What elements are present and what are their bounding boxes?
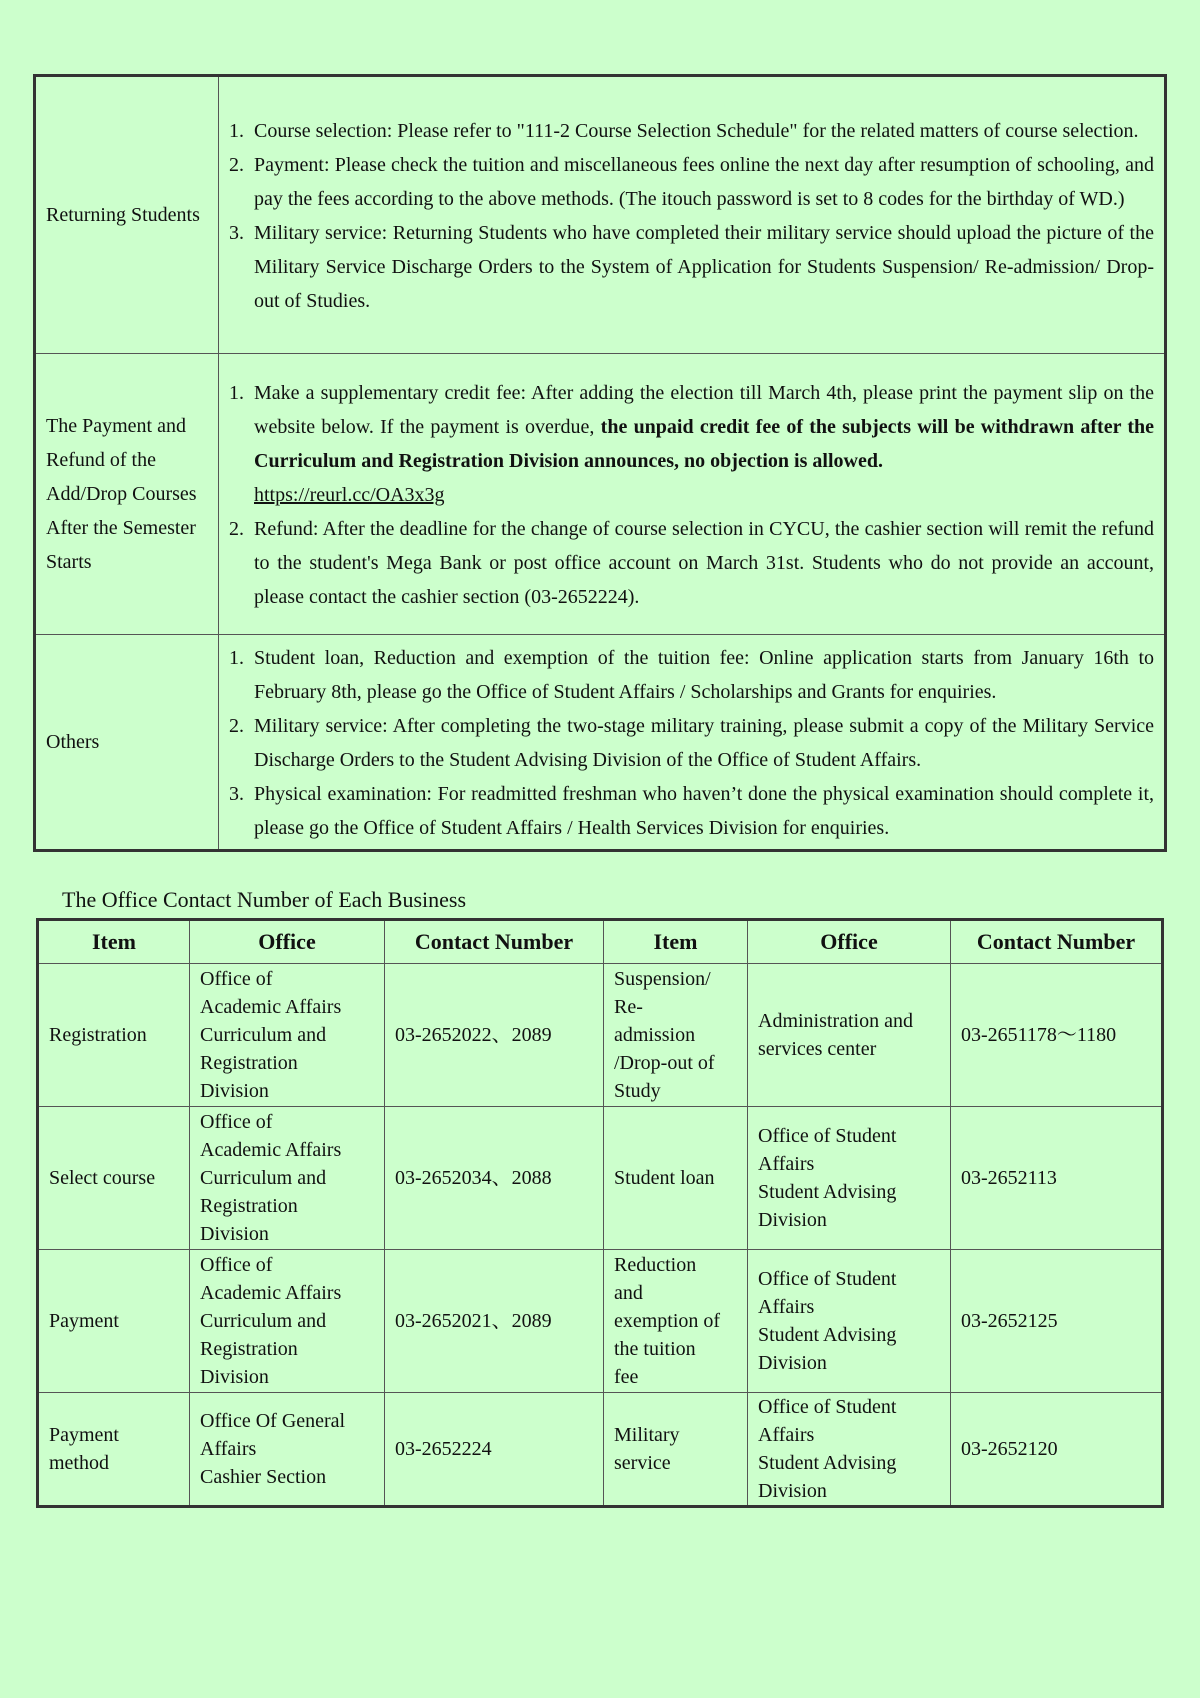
- office-cell: [748, 1393, 951, 1507]
- cell-line: Academic Affairs: [200, 1139, 342, 1161]
- office-cell: [748, 964, 951, 1107]
- cell-line: Military: [614, 1424, 680, 1446]
- cell-line: method: [49, 1452, 109, 1474]
- item-cell: Select course: [38, 1107, 190, 1250]
- cell-line: Registration: [200, 1338, 298, 1360]
- cell-line: Division: [758, 1209, 827, 1231]
- cell-line: Office of: [200, 1111, 273, 1133]
- cell-line: Affairs: [758, 1424, 815, 1446]
- cell-line: Re-: [614, 996, 643, 1018]
- item-list: [229, 114, 1154, 318]
- list-item: 1. Course selection: Please refer to "111-2 Course Selection Schedule" for the related matters of course selection.: [229, 120, 1139, 142]
- cell-line: the tuition: [614, 1338, 696, 1360]
- cell-line: Student Advising: [758, 1324, 897, 1346]
- contact-table: [36, 918, 1164, 1508]
- contact-table-body: [38, 964, 1163, 1507]
- cell-line: Office of Student: [758, 1268, 897, 1290]
- row-content: [219, 354, 1166, 635]
- list-item: 2. Payment: Please check the tuition and miscellaneous fees online the next day after resumption of schooling, and pay the fees according to the above methods. (The itouch password is set to 8 codes for the birthday of WD.): [229, 154, 1154, 210]
- cell-line: Academic Affairs: [200, 996, 342, 1018]
- item-cell: [38, 1393, 190, 1507]
- item-cell: Payment: [38, 1250, 190, 1393]
- cell-line: exemption of: [614, 1310, 721, 1332]
- contact-number-cell: 03-2652120: [951, 1393, 1163, 1507]
- contact-table-caption: The Office Contact Number of Each Business: [62, 887, 467, 912]
- contact-row: [38, 964, 1163, 1107]
- row-label: Others: [35, 635, 219, 851]
- contact-number-cell: 03-2652034、2088: [385, 1107, 604, 1250]
- item-cell: [604, 1250, 748, 1393]
- cell-line: Division: [758, 1352, 827, 1374]
- cell-line: Registration: [200, 1195, 298, 1217]
- column-header: Item: [604, 920, 748, 964]
- contact-number-cell: 03-2651178～1180: [951, 964, 1163, 1107]
- cell-line: Registration: [200, 1052, 298, 1074]
- office-cell: [190, 1107, 385, 1250]
- cell-line: Administration and: [758, 1010, 913, 1032]
- office-cell: [748, 1250, 951, 1393]
- cell-line: Suspension/: [614, 968, 711, 990]
- cell-line: Curriculum and: [200, 1167, 327, 1189]
- item-cell: [604, 1393, 748, 1507]
- cell-line: services center: [758, 1038, 877, 1060]
- contact-header-row: [38, 920, 1163, 964]
- cell-line: Division: [200, 1223, 269, 1245]
- column-header: Contact Number: [951, 920, 1163, 964]
- contact-row: [38, 1250, 1163, 1393]
- office-cell: [748, 1107, 951, 1250]
- cell-line: Affairs: [200, 1438, 257, 1460]
- info-row-others: [35, 635, 1166, 851]
- contact-number-cell: 03-2652113: [951, 1107, 1163, 1250]
- list-item: 2. Military service: After completing the two-stage military training, please submit a copy of the Military Service Discharge Orders to the Student Advising Division of the Office of Student Affairs.: [229, 715, 1154, 771]
- row-label: Returning Students: [35, 76, 219, 354]
- contact-number-cell: 03-2652021、2089: [385, 1250, 604, 1393]
- info-table: [33, 74, 1167, 852]
- item-cell: [604, 1107, 748, 1250]
- office-cell: [190, 1250, 385, 1393]
- cell-line: and: [614, 1282, 643, 1304]
- info-row-payment-refund: [35, 354, 1166, 635]
- cell-line: Division: [200, 1080, 269, 1102]
- list-item: 2. Refund: After the deadline for the change of course selection in CYCU, the cashier section will remit the refund to the student's Mega Bank or post office account on March 31st. Students who do not provide an account, please contact the cashier section (03-2652224).: [229, 518, 1154, 608]
- item-cell: [604, 964, 748, 1107]
- payment-link[interactable]: https://reurl.cc/OA3x3g: [254, 484, 445, 506]
- list-item: 1. Student loan, Reduction and exemption of the tuition fee: Online application starts from January 16th to February 8th, please go the Office of Student Affairs / Scholarships and Grants for enquiries.: [229, 647, 1154, 703]
- info-row-returning-students: [35, 76, 1166, 354]
- cell-line: Academic Affairs: [200, 1282, 342, 1304]
- column-header: Contact Number: [385, 920, 604, 964]
- row-content: [219, 635, 1166, 851]
- contact-row: [38, 1393, 1163, 1507]
- office-cell: [190, 964, 385, 1107]
- cell-line: Office of Student: [758, 1125, 897, 1147]
- cell-line: Office of: [200, 968, 273, 990]
- cell-line: Office of Student: [758, 1396, 897, 1418]
- cell-line: service: [614, 1452, 671, 1474]
- cell-line: Affairs: [758, 1153, 815, 1175]
- cell-line: Student Advising: [758, 1181, 897, 1203]
- list-item: 3. Physical examination: For readmitted freshman who haven’t done the physical examination should complete it, please go the Office of Student Affairs / Health Services Division for enquiries.: [229, 783, 1154, 839]
- contact-number-cell: 03-2652224: [385, 1393, 604, 1507]
- cell-line: Curriculum and: [200, 1024, 327, 1046]
- column-header: Item: [38, 920, 190, 964]
- office-cell: [190, 1393, 385, 1507]
- cell-line: /Drop-out of: [614, 1052, 715, 1074]
- list-item: 1. Make a supplementary credit fee: After adding the election till March 4th, please print the payment slip on the website below. If the payment is overdue, the unpaid credit fee of the subjects will be withdrawn after the Curriculum and Registration Division announces, no objection is allowed. https://reurl.cc/OA3x3g: [229, 382, 1154, 506]
- column-header: Office: [190, 920, 385, 964]
- column-header: Office: [748, 920, 951, 964]
- contact-row: [38, 1107, 1163, 1250]
- cell-line: Office Of General: [200, 1410, 346, 1432]
- cell-line: Student loan: [614, 1167, 715, 1189]
- cell-line: Division: [200, 1366, 269, 1388]
- row-label: The Payment and Refund of the Add/Drop Courses After the Semester Starts: [35, 354, 219, 635]
- list-item: 3. Military service: Returning Students who have completed their military service should upload the picture of the Military Service Discharge Orders to the System of Application for Students Suspension/ Re-admission/ Drop-out of Studies.: [229, 222, 1154, 312]
- cell-line: Affairs: [758, 1296, 815, 1318]
- cell-line: Reduction: [614, 1254, 697, 1276]
- item-cell: Registration: [38, 964, 190, 1107]
- cell-line: Cashier Section: [200, 1466, 327, 1488]
- item-list: [229, 376, 1154, 614]
- row-content: [219, 76, 1166, 354]
- cell-line: Study: [614, 1080, 661, 1102]
- contact-number-cell: 03-2652125: [951, 1250, 1163, 1393]
- cell-line: fee: [614, 1366, 639, 1388]
- cell-line: Student Advising: [758, 1452, 897, 1474]
- contact-number-cell: 03-2652022、2089: [385, 964, 604, 1107]
- bold-warning: the unpaid credit fee of the subjects will be withdrawn after the Curriculum and Registration Division announces, no objection is allowed.: [254, 416, 1154, 472]
- cell-line: Curriculum and: [200, 1310, 327, 1332]
- cell-line: Division: [758, 1480, 827, 1502]
- cell-line: admission: [614, 1024, 696, 1046]
- cell-line: Office of: [200, 1254, 273, 1276]
- item-list: [229, 641, 1154, 845]
- cell-line: Payment: [49, 1424, 119, 1446]
